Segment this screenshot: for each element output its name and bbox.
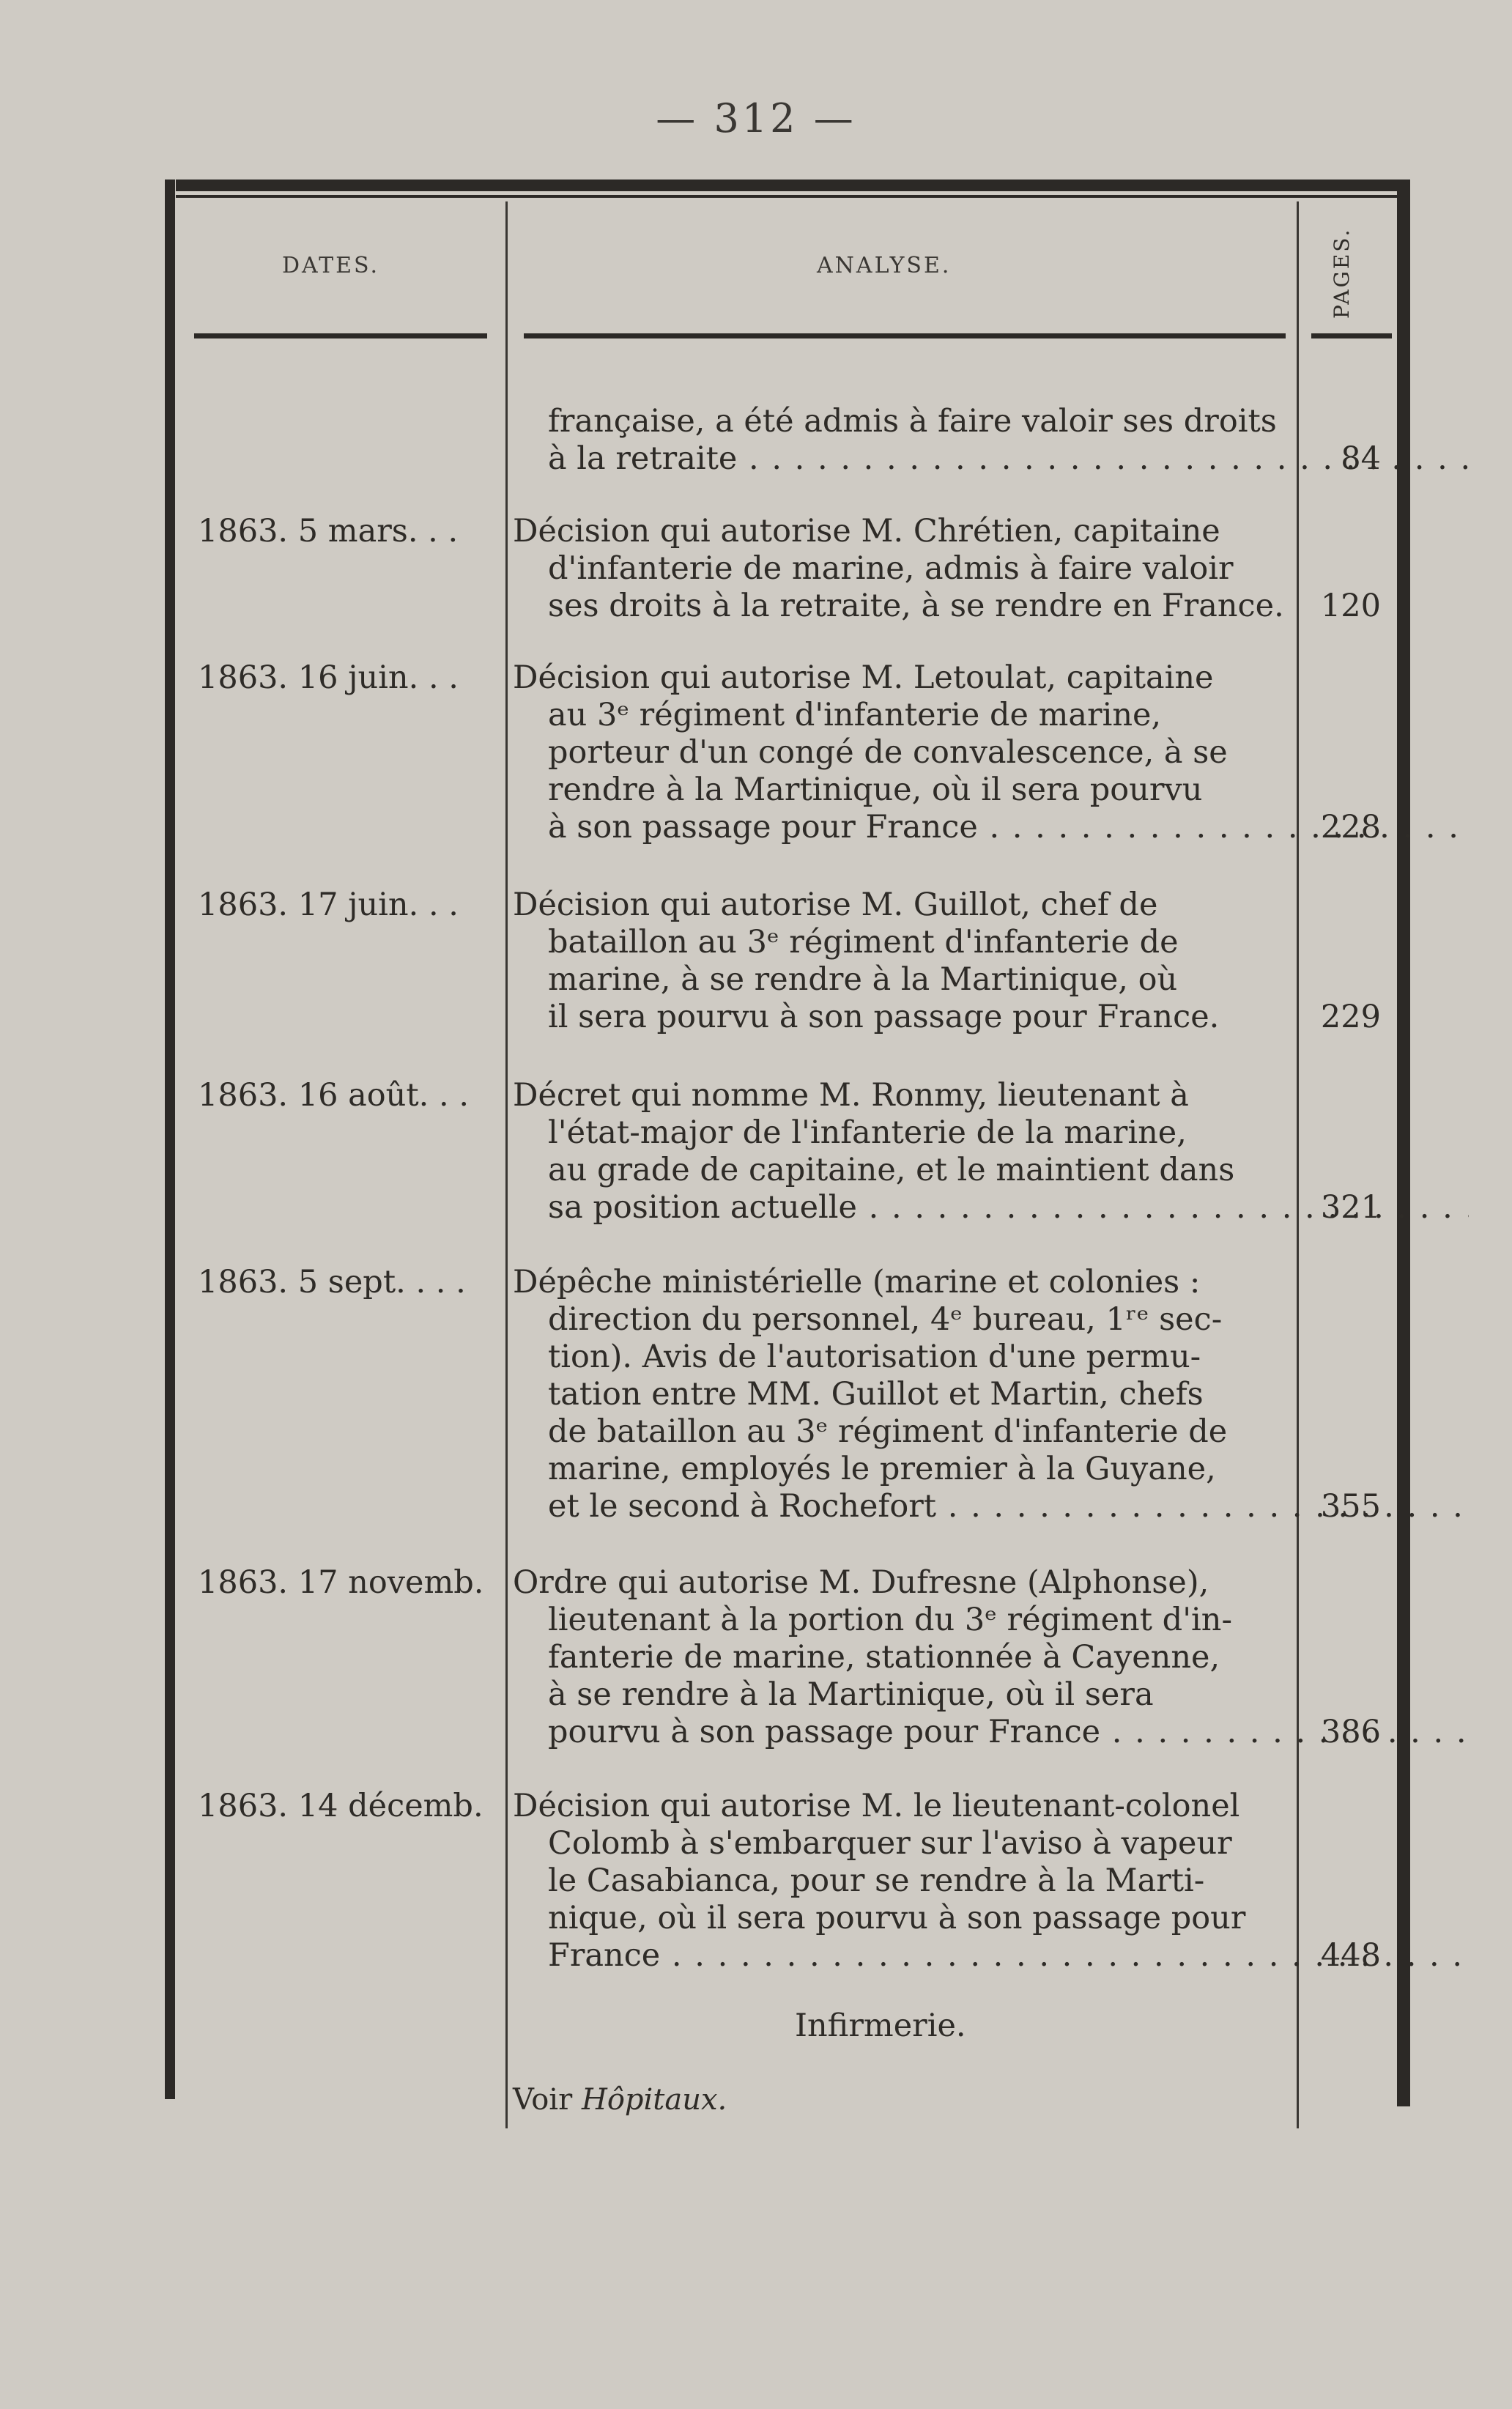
entry-date: 1863. 16 août. . . [198, 1077, 469, 1114]
top-rule-thin [176, 195, 1410, 198]
entry-date: 1863. 17 novemb. [198, 1564, 484, 1601]
analyse-line: France . . . [513, 1937, 1469, 1975]
analyse-line: rendre à la Martinique, où il sera pourvu [548, 771, 1203, 808]
analyse-line: l'état-major de l'infanterie de la marine, [548, 1114, 1187, 1151]
header-rule-dates [194, 333, 487, 338]
entry-page: 229 [1320, 999, 1381, 1035]
pages-header: PAGES. [1330, 227, 1354, 319]
page-number: — 312 — [656, 95, 856, 141]
entry-page: 386 [1320, 1714, 1381, 1750]
analyse-line: Décision qui autorise M. Guillot, chef de [513, 887, 1158, 923]
analyse-line: le Casabianca, pour se rendre à la Marti- [548, 1862, 1205, 1899]
analyse-header: ANALYSE. [817, 253, 952, 278]
analyse-line: au 3ᵉ régiment d'infanterie de marine, [548, 697, 1162, 733]
analyse-line: pourvu à son passage pour France . . . [513, 1714, 1469, 1751]
entry-date: 1863. 14 décemb. [198, 1788, 483, 1824]
analyse-line: Décision qui autorise M. Letoulat, capitaine [513, 659, 1214, 696]
see-target: Hôpitaux. [581, 2083, 727, 2117]
analyse-line: à la retraite . . . [513, 440, 1469, 478]
analyse-line: tation entre MM. Guillot et Martin, chefs [548, 1376, 1204, 1413]
analyse-line: Décision qui autorise M. Chrétien, capitaine [513, 513, 1220, 549]
analyse-line: marine, employés le premier à la Guyane, [548, 1451, 1216, 1487]
analyse-line: Colomb à s'embarquer sur l'aviso à vapeur [548, 1825, 1232, 1862]
analyse-line: de bataillon au 3ᵉ régiment d'infanterie de [548, 1413, 1228, 1450]
analyse-line: sa position actuelle . . . [513, 1189, 1469, 1226]
entry-page: 355 [1320, 1488, 1381, 1525]
entry-date: 1863. 17 juin. . . [198, 887, 459, 923]
entry-date: 1863. 5 sept. . . . [198, 1264, 466, 1300]
column-divider-dates [505, 201, 508, 2128]
see-prefix: Voir [513, 2083, 573, 2117]
dates-header: DATES. [282, 253, 380, 278]
entry-page: 120 [1320, 588, 1381, 624]
entry-page: 84 [1341, 440, 1381, 477]
analyse-line: au grade de capitaine, et le maintient dans [548, 1152, 1235, 1188]
entry-analyse [513, 1264, 1469, 1525]
entry-page: 228 [1320, 809, 1381, 845]
index-table [165, 180, 1410, 2117]
analyse-line: direction du personnel, 4ᵉ bureau, 1ʳᵉ sec- [548, 1301, 1223, 1338]
analyse-line: tion). Avis de l'autorisation d'une permu- [548, 1339, 1201, 1375]
analyse-line: lieutenant à la portion du 3ᵉ régiment d'in- [548, 1602, 1232, 1638]
analyse-line: Dépêche ministérielle (marine et colonies : [513, 1264, 1201, 1300]
analyse-line: nique, où il sera pourvu à son passage pour [548, 1900, 1246, 1936]
analyse-line: à son passage pour France . . . [513, 809, 1469, 846]
analyse-line: française, a été admis à faire valoir ses droits [548, 403, 1277, 440]
analyse-line: ses droits à la retraite, à se rendre en France. [548, 588, 1284, 624]
top-rule [176, 180, 1410, 191]
entry-page: 321 [1320, 1189, 1381, 1226]
see-also-line [513, 2083, 727, 2117]
analyse-line: fanterie de marine, stationnée à Cayenne, [548, 1639, 1220, 1676]
analyse-line: Décision qui autorise M. le lieutenant-colonel [513, 1788, 1240, 1824]
entry-date: 1863. 5 mars. . . [198, 513, 459, 549]
section-title: Infirmerie. [795, 2008, 966, 2044]
analyse-line: à se rendre à la Martinique, où il sera [548, 1676, 1154, 1713]
analyse-line: marine, à se rendre à la Martinique, où [548, 961, 1178, 998]
analyse-line: porteur d'un congé de convalescence, à se [548, 734, 1228, 771]
header-rule-pages [1311, 333, 1392, 338]
analyse-line: il sera pourvu à son passage pour France. [548, 999, 1220, 1035]
analyse-line: d'infanterie de marine, admis à faire valoir [548, 550, 1234, 587]
entry-page: 448 [1320, 1937, 1381, 1974]
entry-date: 1863. 16 juin. . . [198, 659, 459, 696]
left-edge-rule [165, 180, 175, 2099]
analyse-line: bataillon au 3ᵉ régiment d'infanterie de [548, 924, 1179, 961]
header-rule-analyse [524, 333, 1286, 338]
analyse-line: et le second à Rochefort . . . [513, 1488, 1469, 1525]
analyse-line: Ordre qui autorise M. Dufresne (Alphonse), [513, 1564, 1209, 1601]
analyse-line: Décret qui nomme M. Ronmy, lieutenant à [513, 1077, 1189, 1114]
